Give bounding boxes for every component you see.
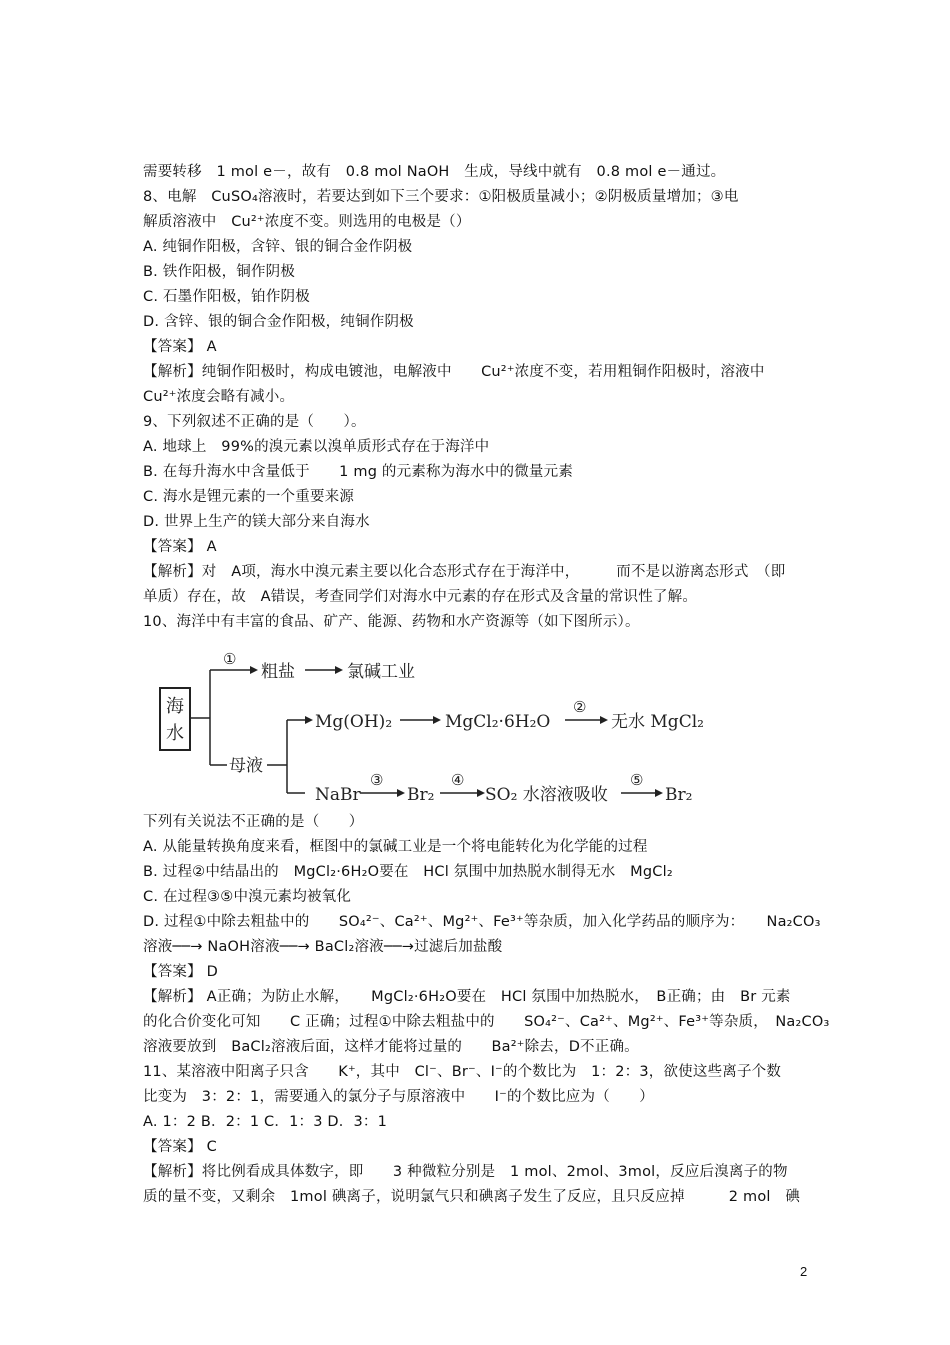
q10-option-b: B. 过程②中结晶出的 MgCl₂·6H₂O要在 HCl 氛围中加热脱水制得无水 MgCl₂ [143, 864, 673, 880]
question-9-stem: 9、下列叙述不正确的是（ ）。 [143, 414, 366, 430]
anhydrous-mgcl2-label: 无水 MgCl₂ [611, 712, 704, 732]
question-8-stem-cont: 解质溶液中 Cu²⁺浓度不变。则选用的电极是（） [143, 214, 471, 230]
q10-answer: 【答案】 D [143, 964, 218, 980]
q10-analysis: 【解析】 A正确；为防止水解， MgCl₂·6H₂O要在 HCl 氛围中加热脱水， B正确；由 Br 元素 [143, 989, 791, 1005]
page-number: 2 [800, 1264, 808, 1279]
q8-option-d: D. 含锌、银的铜合金作阳极，纯铜作阴极 [143, 314, 414, 330]
q8-option-a: A. 纯铜作阳极，含锌、银的铜合金作阴极 [143, 239, 413, 255]
br2-label-a: Br₂ [407, 785, 435, 805]
text-line: 需要转移 1 mol e－，故有 0.8 mol NaOH 生成，导线中就有 0.8 mol e－通过。 [143, 164, 726, 180]
q10-option-a: A. 从能量转换角度来看，框图中的氯碱工业是一个将电能转化为化学能的过程 [143, 839, 648, 855]
q9-option-d: D. 世界上生产的镁大部分来自海水 [143, 514, 370, 530]
br2-label-b: Br₂ [665, 785, 693, 805]
q9-analysis: 【解析】对 A项，海水中溴元素主要以化合态形式存在于海洋中， 而不是以游离态形式 （即 [143, 564, 786, 580]
q8-analysis-cont: Cu²⁺浓度会略有减小。 [143, 389, 295, 405]
so2-absorb-label: SO₂ 水溶液吸收 [485, 785, 608, 805]
question-11-stem-cont: 比变为 3：2：1，需要通入的氯分子与原溶液中 I⁻的个数比应为（ ） [143, 1089, 655, 1105]
crude-salt-label: 粗盐 [261, 662, 295, 682]
q8-option-c: C. 石墨作阳极，铂作阴极 [143, 289, 310, 305]
q10-question: 下列有关说法不正确的是（ ） [143, 814, 364, 830]
step-1-label: ① [223, 650, 237, 668]
q8-option-b: B. 铁作阳极，铜作阴极 [143, 264, 296, 280]
seawater-label-1: 海 [166, 696, 184, 717]
mgoh2-label: Mg(OH)₂ [315, 712, 393, 732]
question-11-stem: 11、某溶液中阳离子只含 K⁺，其中 Cl⁻、Br⁻、I⁻的个数比为 1：2：3，欲使这些离子个数 [143, 1064, 782, 1080]
mother-liquor-label: 母液 [229, 756, 263, 776]
seawater-label-2: 水 [166, 723, 184, 744]
q9-option-c: C. 海水是锂元素的一个重要来源 [143, 489, 355, 505]
q11-options: A. 1：2 B．2：1 C．1：3 D．3：1 [143, 1114, 388, 1130]
step-2-label: ② [573, 698, 587, 716]
seawater-flow-diagram [155, 640, 715, 815]
q11-answer: 【答案】 C [143, 1139, 217, 1155]
q9-analysis-cont: 单质）存在，故 A错误，考查同学们对海水中元素的存在形式及含量的常识性了解。 [143, 589, 698, 605]
nabr-label: NaBr [315, 785, 361, 805]
q8-analysis: 【解析】纯铜作阳极时，构成电镀池，电解液中 Cu²⁺浓度不变，若用粗铜作阳极时，溶液中 [143, 364, 765, 380]
q11-analysis: 【解析】将比例看成具体数字，即 3 种微粒分别是 1 mol、2mol、3mol，反应后溴离子的物 [143, 1164, 788, 1180]
chlor-alkali-label: 氯碱工业 [347, 662, 415, 682]
q10-analysis-cont2: 溶液要放到 BaCl₂溶液后面，这样才能将过量的 Ba²⁺除去，D不正确。 [143, 1039, 639, 1055]
q11-analysis-cont: 质的量不变，又剩余 1mol 碘离子，说明氯气只和碘离子发生了反应，且只反应掉 2 mol 碘 [143, 1189, 801, 1205]
q9-option-b: B. 在每升海水中含量低于 1 mg 的元素称为海水中的微量元素 [143, 464, 574, 480]
q8-answer: 【答案】 A [143, 339, 217, 355]
mgcl2-hydrate-label: MgCl₂·6H₂O [445, 712, 551, 732]
q10-option-d-cont: 溶液──→ NaOH溶液──→ BaCl₂溶液──→过滤后加盐酸 [143, 939, 503, 955]
q10-analysis-cont: 的化合价变化可知 C 正确；过程①中除去粗盐中的 SO₄²⁻、Ca²⁺、Mg²⁺、Fe³⁺等杂质， Na₂CO₃ [143, 1014, 830, 1030]
step-4-label: ④ [451, 771, 465, 789]
q9-option-a: A. 地球上 99%的溴元素以溴单质形式存在于海洋中 [143, 439, 490, 455]
step-5-label: ⑤ [630, 771, 644, 789]
step-3-label: ③ [370, 771, 384, 789]
question-8-stem: 8、电解 CuSO₄溶液时，若要达到如下三个要求：①阳极质量减小；②阴极质量增加；③电 [143, 189, 739, 205]
q10-option-d: D. 过程①中除去粗盐中的 SO₄²⁻、Ca²⁺、Mg²⁺、Fe³⁺等杂质，加入化学药品的顺序为： Na₂CO₃ [143, 914, 821, 930]
q9-answer: 【答案】 A [143, 539, 217, 555]
question-10-stem: 10、海洋中有丰富的食品、矿产、能源、药物和水产资源等（如下图所示）。 [143, 614, 640, 630]
q10-option-c: C. 在过程③⑤中溴元素均被氧化 [143, 889, 352, 905]
